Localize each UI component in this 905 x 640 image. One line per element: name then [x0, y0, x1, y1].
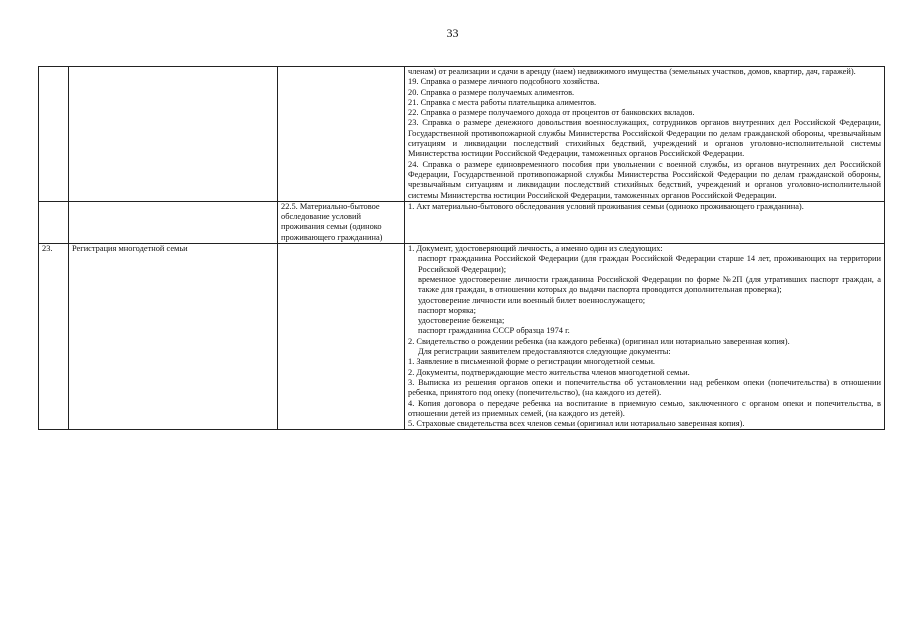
document-item: 4. Копия договора о передаче ребенка на воспитание в приемную семью, заключенного с органом опеки и попечительства, в отношении детей из приемных семей, (на каждого из детей). [408, 398, 881, 418]
table-row [39, 244, 885, 430]
document-item: временное удостоверение личности гражданина Российской Федерации по форме №2П (для утративших паспорт граждан, а также для граждан, в отношении которых до выдачи паспорта проводится дополнительная проверка); [418, 274, 881, 295]
document-item: 2. Свидетельство о рождении ребенка (на каждого ребенка) (оригинал или нотариально заверенная копия). [408, 336, 790, 346]
documents-cell [405, 244, 885, 430]
document-item: 21. Справка с места работы плательщика алиментов. [408, 97, 597, 107]
subservice-cell [278, 244, 405, 430]
documents-cell [405, 67, 885, 202]
table-body [39, 67, 885, 430]
table-row [39, 67, 885, 202]
document-item: 3. Выписка из решения органов опеки и попечительства об установлении над ребенком опеки (попечительства) в отношении ребенка, принятого под опеку (попечительство), (на каждого из детей). [408, 377, 881, 398]
document-item: 23. Справка о размере денежного довольствия военнослужащих, сотрудников органов внутренних дел Российской Федерации, Государственной противопожарной службы Министерства Российской Федерации по делам гражданской обороны, чрезвычайным ситуациям и ликвидации последствий стихийных бедствий, учреждений и органов уголовно-исполнительной системы Министерства юстиции Российской Федерации, таможенных органов Российской Федерации. [408, 118, 881, 159]
subservice-cell [278, 67, 405, 202]
service-name-cell [69, 201, 278, 243]
document-item: 24. Справка о размере единовременного пособия при увольнении с военной службы, из органов внутренних дел Российской Федерации, Государственной противопожарной службы Министерства Российской Федерации по делам гражданской обороны, чрезвычайным ситуациям и ликвидации последствий стихийных бедствий, учреждений и органов уголовно-исполнительной системы Министерства юстиции Российской Федерации, таможенных органов Российской Федерации. [408, 159, 881, 200]
document-item: паспорт моряка; [418, 305, 476, 315]
row-number-cell [39, 201, 69, 243]
document-item: удостоверение беженца; [418, 316, 505, 326]
document-item: 1. Заявление в письменной форме о регистрации многодетной семьи. [408, 357, 656, 367]
document-item: 1. Документ, удостоверяющий личность, а именно один из следующих: [408, 244, 663, 254]
table-row [39, 201, 885, 243]
services-table [38, 66, 885, 430]
service-name-cell: Регистрация многодетной семьи [69, 244, 278, 430]
row-number-cell: 23. [39, 244, 69, 430]
document-item: паспорт гражданина Российской Федерации (для граждан Российской Федерации старше 14 лет, проживающих на территории Российской Федерации); [418, 254, 881, 274]
row-number-cell [39, 67, 69, 202]
service-name-cell [69, 67, 278, 202]
document-item: 22. Справка о размере получаемого дохода от процентов от банковских вкладов. [408, 108, 695, 118]
document-item: членам) от реализации и сдачи в аренду (наем) недвижимого имущества (земельных участков, домов, квартир, дач, гаражей). [408, 67, 856, 76]
document-item: 1. Акт материально-бытового обследования условий проживания семьи (одиноко проживающего гражданина). [408, 201, 804, 211]
document-item: паспорт гражданина СССР образца 1974 г. [418, 326, 570, 336]
document-item: 19. Справка о размере личного подсобного хозяйства. [408, 77, 600, 87]
document-item: 2. Документы, подтверждающие место жительства членов многодетной семьи. [408, 367, 690, 377]
document-item: Для регистрации заявителем предоставляются следующие документы: [418, 347, 671, 357]
page-number: 33 [446, 26, 459, 40]
documents-cell [405, 201, 885, 243]
document-item: 5. Страховые свидетельства всех членов семьи (оригинал или нотариально заверенная копия). [408, 419, 745, 429]
document-item: 20. Справка о размере получаемых алиментов. [408, 87, 575, 97]
subservice-cell: 22.5. Материально-бытовое обследование условий проживания семьи (одиноко проживающего гражданина) [278, 201, 405, 243]
document-item: удостоверение личности или военный билет военнослужащего; [418, 295, 646, 305]
